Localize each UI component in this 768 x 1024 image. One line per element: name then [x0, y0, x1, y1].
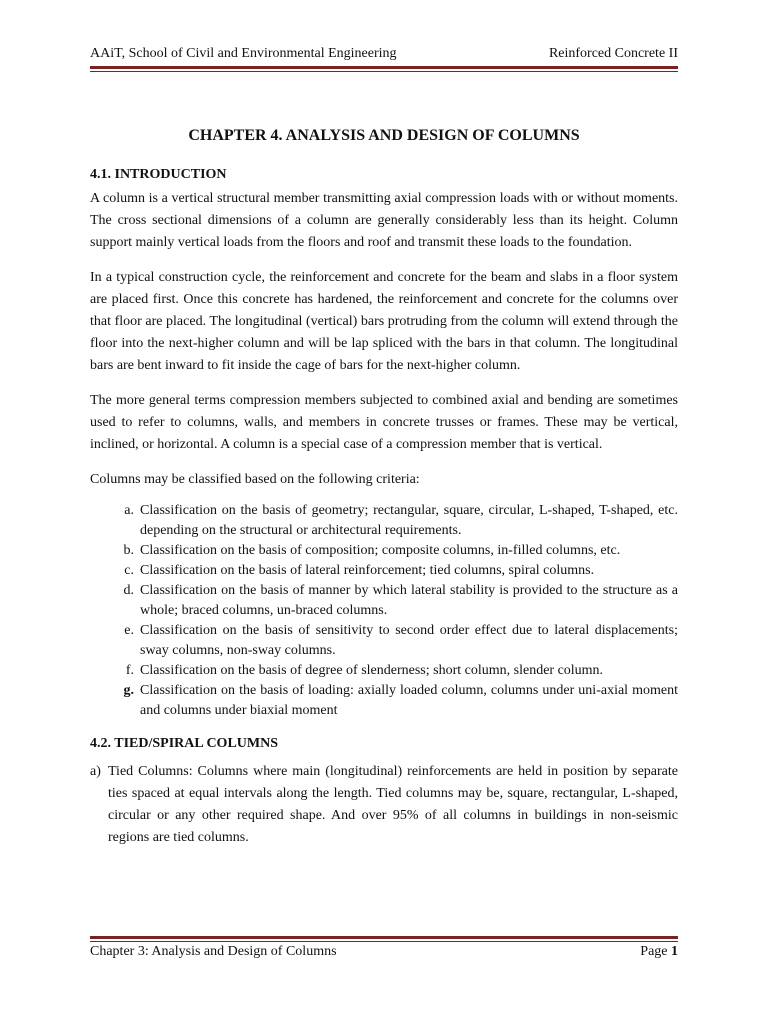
list-item-text: Classification on the basis of sensitivity to second order effect due to lateral displacements; sway columns, non-sway columns.: [140, 623, 678, 658]
list-item: [90, 501, 678, 541]
intro-paragraph-3: The more general terms compression members subjected to combined axial and bending are sometimes used to refer to columns, walls, and members in concrete trusses or frames. These may be vertical, inclined, or horizontal. A column is a special case of a compression member that is vertical.: [90, 393, 678, 452]
page-number: [640, 942, 678, 962]
page-header: [90, 44, 678, 64]
page-footer: [90, 942, 678, 962]
page-content: [90, 118, 678, 849]
header-course: Reinforced Concrete II: [548, 46, 678, 61]
list-marker: g.: [123, 683, 134, 698]
list-item-text: Classification on the basis of manner by which lateral stability is provided to the structure as a whole; braced columns, un-braced columns.: [140, 583, 678, 618]
list-item: [90, 541, 678, 561]
list-marker: b.: [123, 543, 134, 558]
intro-paragraph-4: Columns may be classified based on the following criteria:: [90, 472, 420, 487]
page-number-value: 1: [671, 944, 678, 959]
section-heading-introduction: 4.1. INTRODUCTION: [90, 167, 227, 182]
list-marker: e.: [124, 623, 134, 638]
list-item-text: Classification on the basis of loading: axially loaded column, columns under uni-axial moment and columns under biaxial moment: [140, 683, 678, 718]
list-item: [90, 581, 678, 621]
footer-rule-thick: [90, 936, 678, 939]
list-item: [90, 561, 678, 581]
list-item-text: Classification on the basis of lateral reinforcement; tied columns, spiral columns.: [140, 563, 595, 578]
footer-chapter: Chapter 3: Analysis and Design of Columns: [90, 944, 337, 959]
list-item: [90, 621, 678, 661]
list-item-text: Classification on the basis of degree of slenderness; short column, slender column.: [140, 663, 604, 678]
list-marker: d.: [123, 583, 134, 598]
list-item-text: Classification on the basis of composition; composite columns, in-filled columns, etc.: [140, 543, 621, 558]
intro-paragraph-1: A column is a vertical structural member transmitting axial compression loads with or without moments. The cross sectional dimensions of a column are generally considerably less than its height. Column support mainly vertical loads from the floors and roof and transmit these loads to the foundation.: [90, 191, 678, 250]
list-item: [90, 681, 678, 721]
page-label: Page: [640, 944, 668, 959]
tied-columns-text: Tied Columns: Columns where main (longitudinal) reinforcements are held in position by separate ties spaced at equal intervals along the length. Tied columns may be, square, rectangular, L-shaped, circular or any other required shape. And over 95% of all columns in buildings in non-seismic regions are tied columns.: [108, 764, 678, 845]
list-marker: a): [90, 764, 101, 779]
tied-columns-item: [90, 761, 678, 849]
list-marker: a.: [124, 503, 134, 518]
list-marker: c.: [124, 563, 134, 578]
section-heading-tied-spiral: 4.2. TIED/SPIRAL COLUMNS: [90, 736, 279, 751]
list-marker: f.: [125, 663, 134, 678]
header-rule-thin: [90, 71, 678, 72]
list-item-text: Classification on the basis of geometry; rectangular, square, circular, L-shaped, T-shaped, etc. depending on the structural or architectural requirements.: [140, 503, 678, 538]
classification-list: [90, 501, 678, 721]
header-institution: AAiT, School of Civil and Environmental Engineering: [90, 46, 397, 61]
chapter-title: CHAPTER 4. ANALYSIS AND DESIGN OF COLUMNS: [188, 127, 580, 144]
intro-paragraph-2: In a typical construction cycle, the reinforcement and concrete for the beam and slabs in a floor system are placed first. Once this concrete has hardened, the reinforcement and concrete for the columns over that floor are placed. The longitudinal (vertical) bars protruding from the column will extend through the floor into the next-higher column and will be lap spliced with the bars in that column. The longitudinal bars are bent inward to fit inside the cage of bars for the next-higher column.: [90, 270, 678, 373]
list-item: [90, 661, 678, 681]
header-rule-thick: [90, 66, 678, 69]
